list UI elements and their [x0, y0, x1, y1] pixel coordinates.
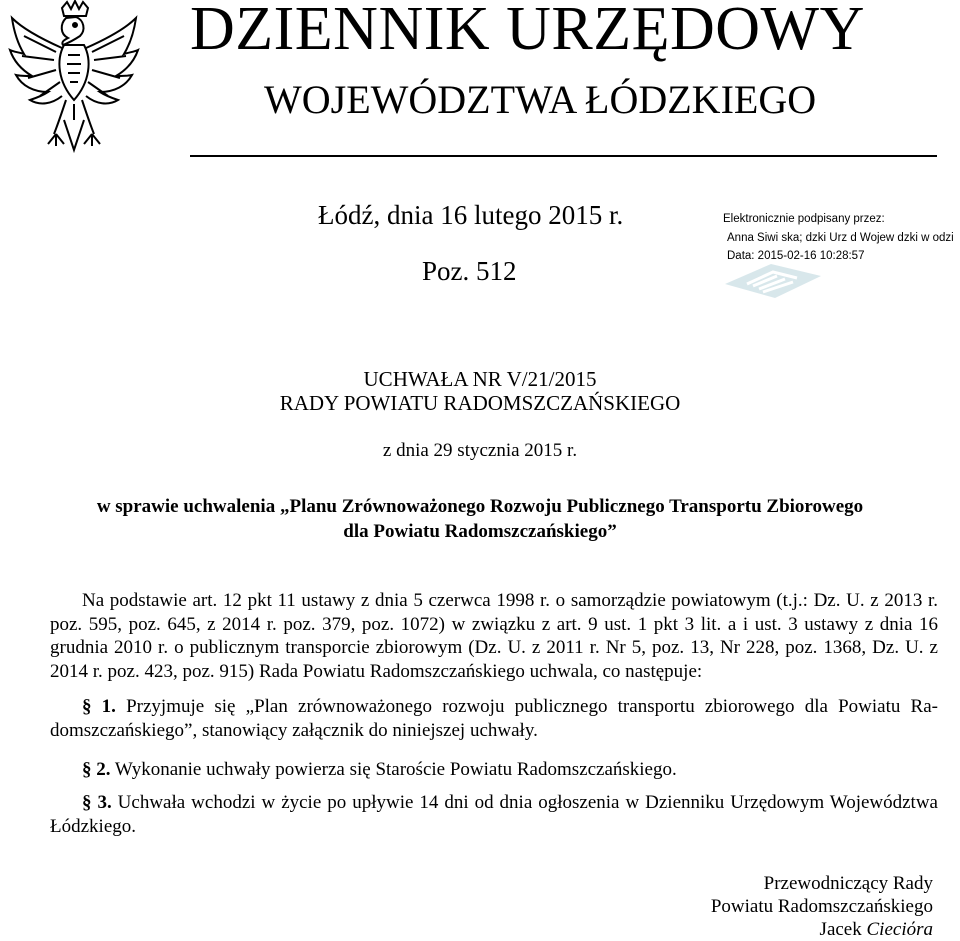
- resolution-subject-line-1: w sprawie uchwalenia „Planu Zrównoważonego Rozwoju Publicznego Transportu Zbiorowego: [96, 496, 864, 517]
- signatory-role: Przewodniczący Rady: [763, 873, 933, 894]
- paragraph-2-text: Wykonanie uchwały powierza się Staroście Powiatu Radomszczańskiego.: [110, 759, 677, 780]
- paragraph-2: [50, 758, 938, 782]
- paragraph-1: [50, 695, 938, 743]
- legal-basis-paragraph: Na podstawie art. 12 pkt 11 ustawy z dnia 5 czerwca 1998 r. o samorządzie powiatowym (t.j.: Dz. U. z 2013 r. poz. 595, poz. 645, z 2014 r. poz. 379, poz. 1072) w związku z art. 9 ust. 1 pkt 3 lit. a i ust. 3 ustawy z dnia 16 grudnia 2010 r. o publicznym transporcie zbiorowym (Dz. U. z 2011 r. Nr 5, poz. 13, Nr 228, poz. 1368, Dz. U. z 2014 r. poz. 423, poz. 915) Rada Powiatu Radomszczańskiego uchwala, co następuje:: [50, 590, 938, 682]
- signature-date: Data: 2015-02-16 10:28:57: [727, 250, 865, 262]
- signatory-first-name: Jacek: [819, 919, 862, 940]
- resolution-number: UCHWAŁA NR V/21/2015: [363, 367, 597, 391]
- paragraph-3: [50, 791, 938, 839]
- signature-logo-icon: [723, 262, 823, 300]
- resolution-date: z dnia 29 stycznia 2015 r.: [382, 440, 578, 461]
- resolution-subject: [0, 494, 960, 544]
- paragraph-2-number: § 2.: [82, 759, 111, 780]
- signature-line-1: Elektronicznie podpisany przez:: [723, 213, 885, 225]
- journal-subtitle: WOJEWÓDZTWA ŁÓDZKIEGO: [264, 77, 817, 122]
- signatory-body: Powiatu Radomszczańskiego: [710, 896, 933, 917]
- header-divider: [190, 155, 937, 157]
- resolution-council: RADY POWIATU RADOMSZCZAŃSKIEGO: [279, 391, 681, 415]
- journal-title: DZIENNIK URZĘDOWY: [190, 0, 865, 63]
- signatory-last-name: Cieciόra: [866, 919, 933, 940]
- resolution-subject-line-2: dla Powiatu Radomszczańskiego”: [343, 521, 617, 542]
- position-number: Poz. 512: [422, 256, 517, 286]
- paragraph-1-number: § 1.: [82, 696, 116, 717]
- polish-eagle-emblem-icon: [4, 0, 144, 155]
- publication-date: Łódź, dnia 16 lutego 2015 r.: [318, 200, 624, 230]
- paragraph-3-text: Uchwała wchodzi w życie po upływie 14 dni od dnia ogłoszenia w Dzienniku Urzędowym Województwa Łódzkiego.: [50, 792, 938, 837]
- paragraph-1-text: Przyjmuje się „Plan zrównoważonego rozwoju publicznego transportu zbiorowego dla Powiatu Radomszczańskiego”, stanowiący załącznik do niniejszej uchwały.: [50, 696, 938, 741]
- signature-line-2: Anna Siwi ska; dzki Urz d Wojew dzki w odzi: [727, 232, 954, 244]
- paragraph-3-number: § 3.: [82, 792, 112, 813]
- resolution-title: [0, 367, 960, 415]
